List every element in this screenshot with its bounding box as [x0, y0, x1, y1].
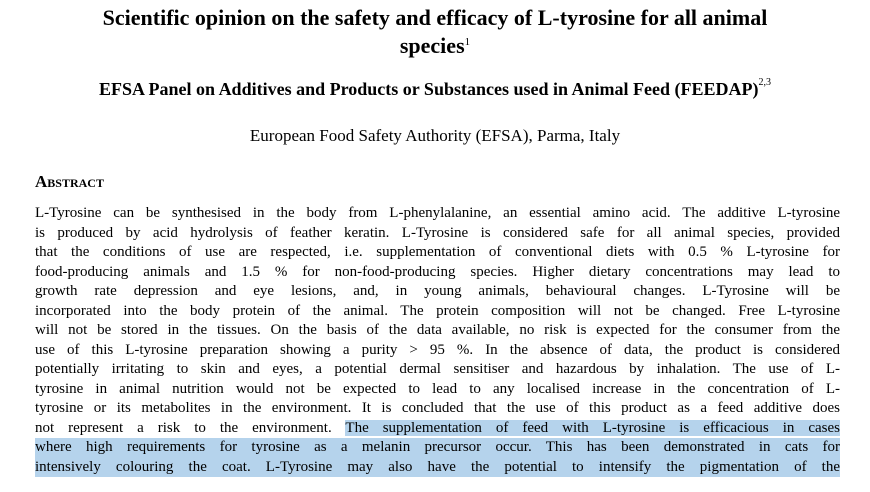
abstract-line[interactable]: L-Tyrosine can be synthesised in the body from L-phenylalanine, an essential amino acid. The additive L-tyrosine	[35, 205, 840, 221]
title-line-2-text[interactable]: species	[399, 33, 465, 58]
selected-text-highlight[interactable]: The supplementation of feed with L-tyrosine is efficacious in cases	[345, 419, 840, 436]
abstract-line[interactable]: tyrosine in animal nutrition would not be expected to lead to any localised increase in the concentration of L-	[35, 380, 840, 397]
abstract-line[interactable]: potentially irritating to skin and eyes, a potential dermal sensitiser and hazardous by inhalation. The use of L-	[35, 361, 840, 377]
title-line-1[interactable]: Scientific opinion on the safety and efficacy of L-tyrosine for all animal	[102, 5, 768, 30]
panel-heading-text[interactable]: EFSA Panel on Additives and Products or Substances used in Animal Feed (FEEDAP)	[99, 79, 759, 99]
abstract-line[interactable]: growth rate depression and eye lesions, and, in young animals, behavioural changes. L-Tyrosine will be	[35, 283, 840, 299]
abstract-line[interactable]	[35, 419, 840, 439]
abstract-line[interactable]: tyrosine or its metabolites in the environment. It is concluded that the use of this product as a feed additive does	[35, 400, 840, 416]
abstract-line[interactable]: will not be stored in the tissues. On the basis of the data available, no risk is expected for the consumer from the	[35, 322, 840, 338]
panel-heading[interactable]	[0, 77, 870, 101]
page-title	[40, 4, 830, 60]
abstract-line[interactable]: that the conditions of use are respected, i.e. supplementation of conventional diets with 0.5 % L-tyrosine for	[35, 244, 840, 260]
abstract-line[interactable]: incorporated into the body protein of the animal. The protein composition will not be changed. Free L-tyrosine	[35, 302, 840, 319]
abstract-line[interactable]	[35, 438, 840, 458]
panel-footnote-ref[interactable]: 2,3	[758, 77, 771, 88]
abstract-line[interactable]: food-producing animals and 1.5 % for non-food-producing species. Higher dietary concentrations may lead to	[35, 263, 840, 280]
affiliation[interactable]: European Food Safety Authority (EFSA), Parma, Italy	[249, 126, 621, 145]
abstract-line-12-plain[interactable]: not represent a risk to the environment.	[35, 419, 346, 436]
selected-text-highlight[interactable]: intensively colouring the coat. L-Tyrosine may also have the potential to intensify the pigmentation of the	[35, 458, 840, 475]
title-footnote-ref[interactable]: 1	[464, 36, 471, 48]
abstract-line[interactable]: is produced by acid hydrolysis of feather keratin. L-Tyrosine is considered safe for all animal species, provided	[35, 224, 840, 241]
selected-text-highlight[interactable]: where high requirements for tyrosine as a melanin precursor occur. This has been demonstrated in cats for	[35, 439, 840, 455]
title-line-2[interactable]	[40, 32, 830, 60]
abstract-line[interactable]: use of this L-tyrosine preparation showing a purity > 95 %. In the absence of data, the product is considered	[35, 341, 840, 358]
abstract-heading[interactable]: Abstract	[35, 172, 104, 191]
abstract-body[interactable]	[35, 204, 840, 477]
abstract-line[interactable]	[35, 458, 840, 478]
